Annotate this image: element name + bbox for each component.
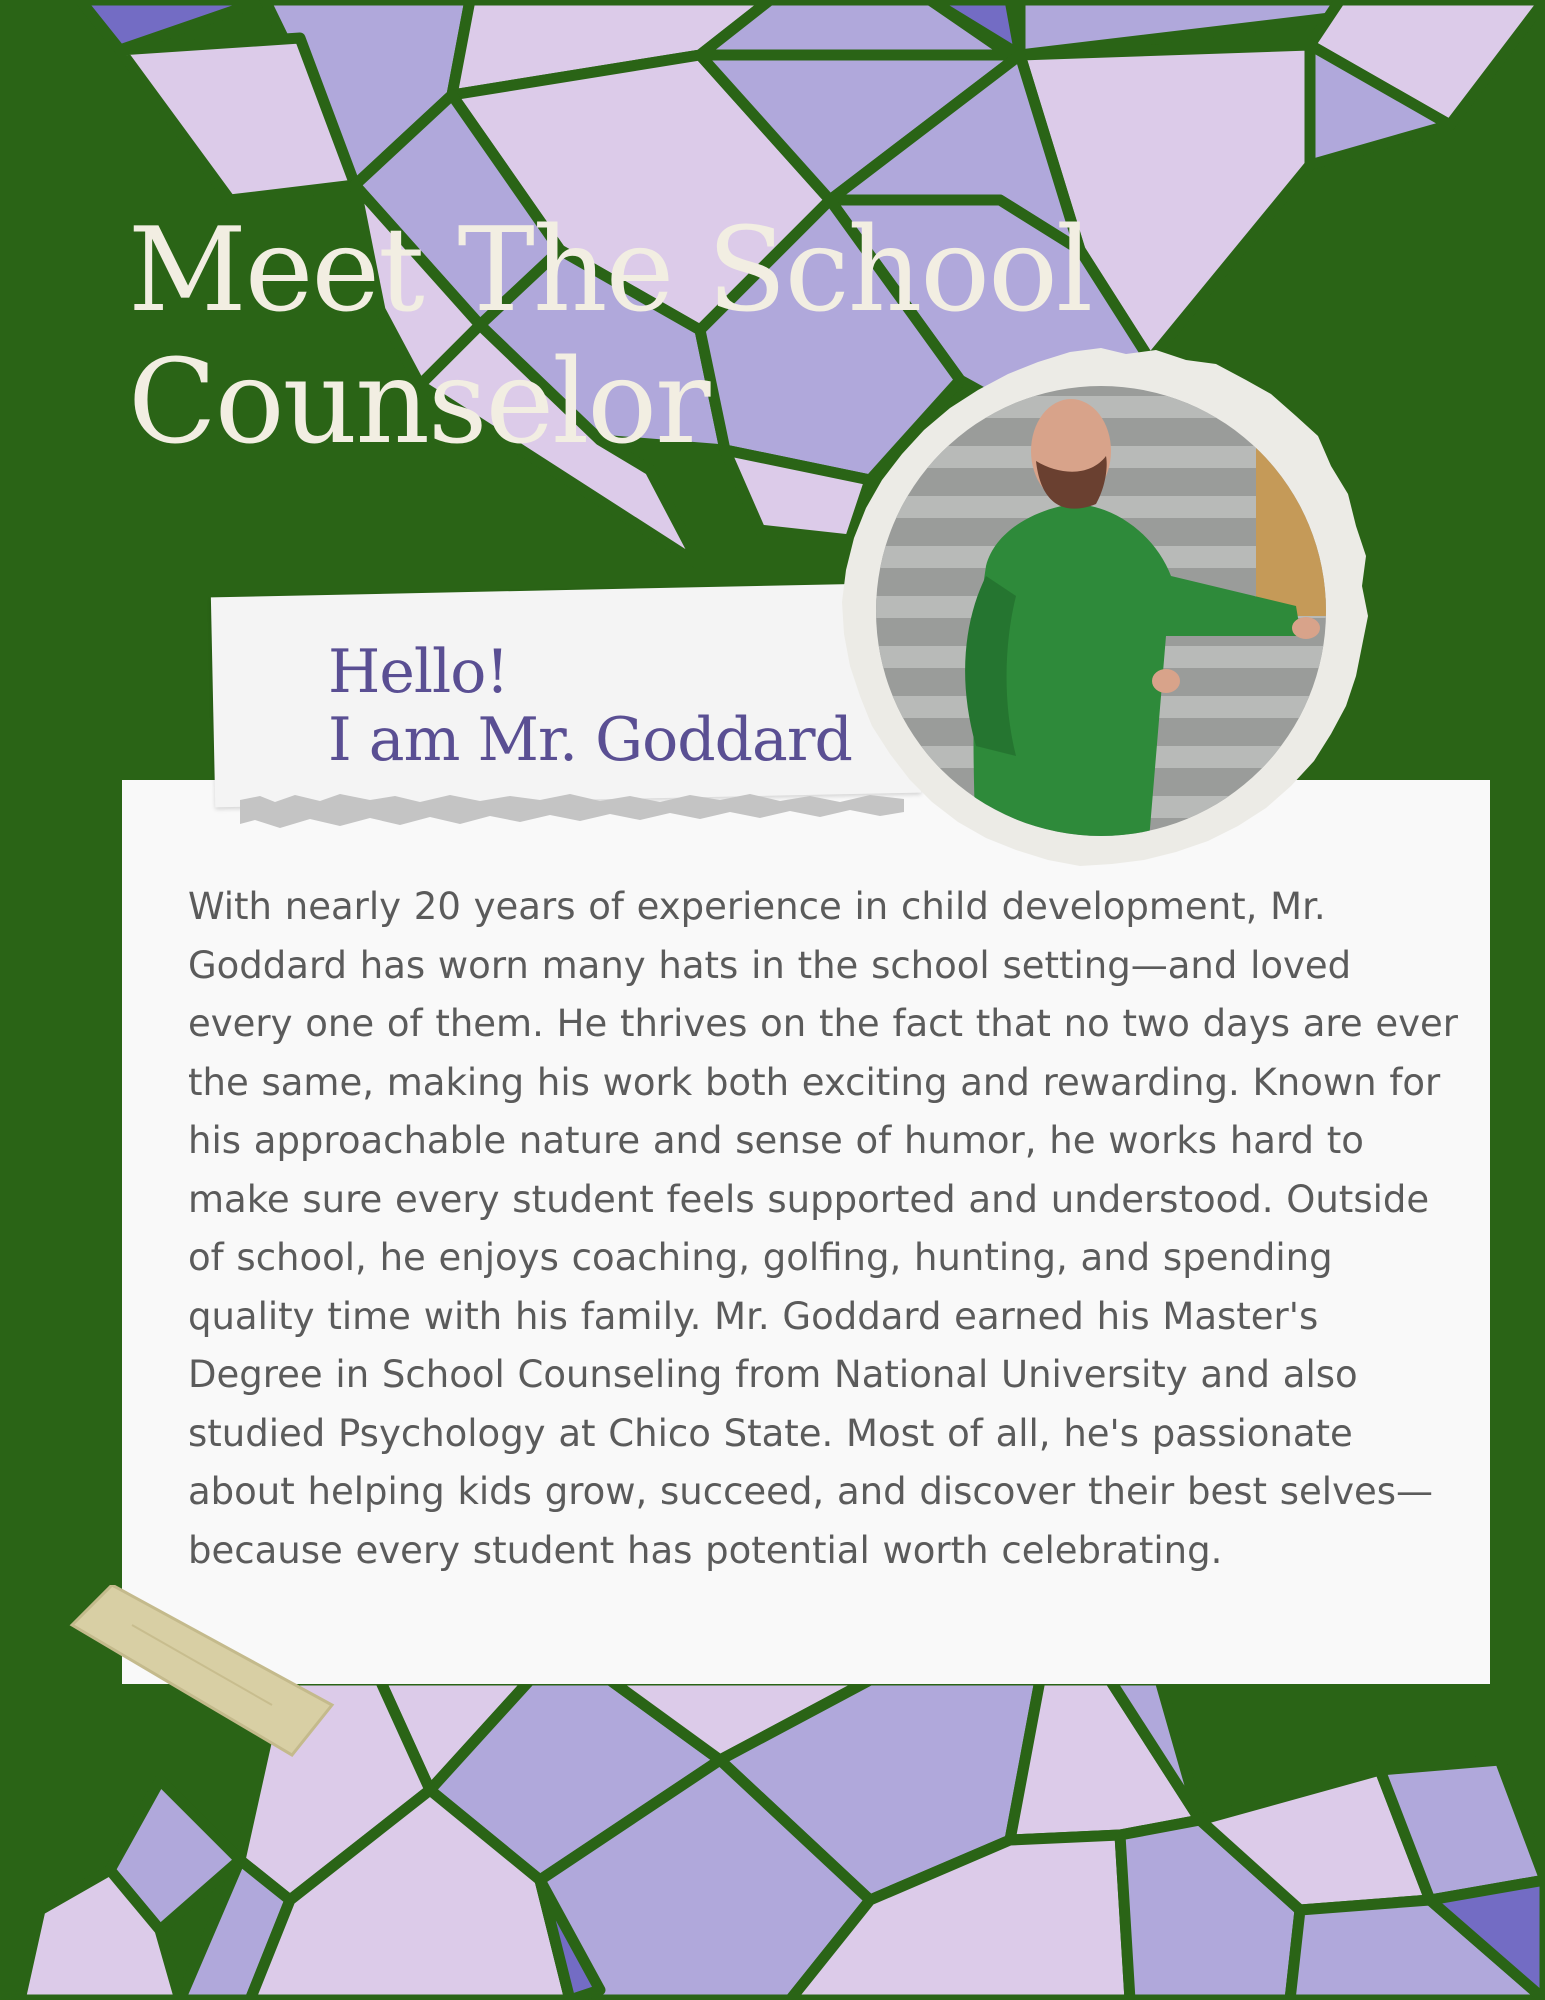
greeting-line-1: Hello!: [328, 637, 509, 707]
torn-paper-edge: [240, 790, 904, 838]
greeting-text: [328, 638, 852, 774]
washi-tape: [52, 1585, 342, 1765]
title-line-2: Counselor: [128, 335, 709, 470]
greeting-line-2: I am Mr. Goddard: [328, 705, 852, 775]
bio-paragraph: With nearly 20 years of experience in child development, Mr. Goddard has worn many hats in the school setting—and loved every one of them. He thrives on the fact that no two days are ever the same, making his work both exciting and rewarding. Known for his approachable nature and sense of humor, he works hard to make sure every student feels supported and understood. Outside of school, he enjoys coaching, golfing, hunting, and spending quality time with his family. Mr. Goddard earned his Master's Degree in School Counseling from National University and also studied Psychology at Chico State. Most of all, he's passionate about helping kids grow, succeed, and discover their best selves—because every student has potential worth celebrating.: [188, 885, 1458, 1572]
counselor-photo-frame: [826, 336, 1376, 886]
counselor-photo: [826, 336, 1376, 886]
title-line-1: Meet The School: [128, 203, 1092, 338]
